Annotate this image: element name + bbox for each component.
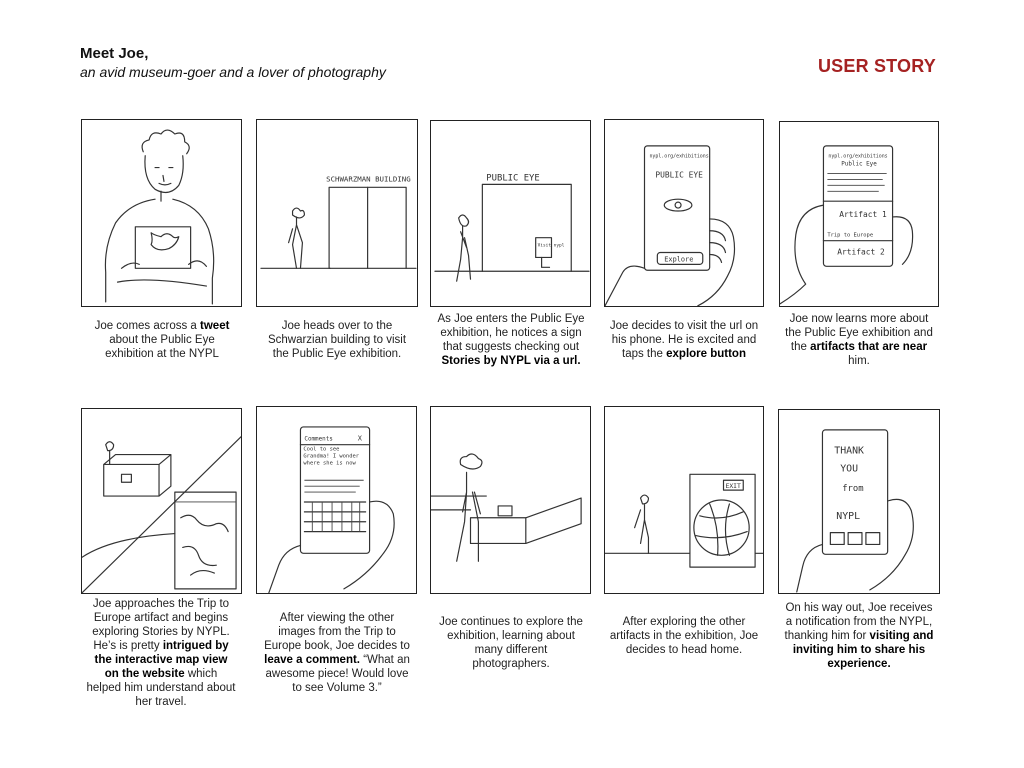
panel-8-exploring xyxy=(430,406,591,594)
thanks-line-4: NYPL xyxy=(836,510,861,522)
panel-4-phone xyxy=(604,119,764,307)
user-story-label: USER STORY xyxy=(817,56,936,76)
artifact-1-label: Artifact 1 xyxy=(839,209,887,219)
exit-sign: EXIT xyxy=(725,482,741,491)
twitter-icon xyxy=(830,533,844,545)
panel-1-tweet xyxy=(81,119,242,307)
thank-you-phone-sketch xyxy=(779,410,939,593)
caption-5: Joe now learns more about the Public Eye exhibition and the artifacts that are near him. xyxy=(785,313,933,367)
panel-9-exit xyxy=(604,406,764,594)
schwarzman-sign: SCHWARZMAN BUILDING xyxy=(326,174,411,184)
p5-url: nypl.org/exhibitions xyxy=(828,153,888,160)
public-eye-sketch xyxy=(431,121,590,306)
joe-sitting-sketch xyxy=(82,120,241,306)
visit-poster: Visit nypl xyxy=(537,243,565,249)
panel-5-artifacts xyxy=(779,121,939,307)
thanks-line-3: from xyxy=(842,484,864,495)
panel-2-walking xyxy=(256,119,418,307)
comments-header: Comments xyxy=(304,436,333,443)
title-block xyxy=(80,44,386,82)
panel-7-comment xyxy=(256,406,417,594)
caption-10: On his way out, Joe receives a notification from the NYPL, thanking him for visiting and inviting him to share his experience. xyxy=(784,602,934,670)
comment-phone-sketch xyxy=(257,407,416,593)
instagram-icon xyxy=(848,533,862,545)
panel-3-sign xyxy=(430,120,591,307)
caption-2: Joe heads over to the Schwarzian building to visit the Public Eye exhibition. xyxy=(267,320,407,360)
caption-8: Joe continues to explore the exhibition, learning about many different photographers. xyxy=(439,616,583,670)
panel-6-map xyxy=(81,408,242,594)
phone-explore-sketch xyxy=(605,120,763,306)
url-text: nypl.org/exhibitions xyxy=(649,153,709,160)
phone-title: PUBLIC EYE xyxy=(655,170,703,180)
artifact-1-sub: Trip to Europe xyxy=(827,232,874,239)
thanks-line-1: THANK xyxy=(834,445,864,457)
phone-artifacts-sketch xyxy=(780,122,938,306)
explore-label: Explore xyxy=(664,255,694,264)
page-subtitle: an avid museum-goer and a lover of photography xyxy=(80,64,386,80)
public-eye-sign: PUBLIC EYE xyxy=(486,173,540,184)
thanks-line-2: YOU xyxy=(840,463,859,475)
p5-title: Public Eye xyxy=(841,161,877,168)
map-view-sketch xyxy=(82,409,241,593)
caption-6: Joe approaches the Trip to Europe artifact and begins exploring Stories by NYPL. He’s is pretty intrigued by the interactive map view on the website which helped him understand about her travel. xyxy=(86,598,236,708)
caption-1: Joe comes across a tweet about the Public Eye exhibition at the NYPL xyxy=(94,320,230,360)
caption-3: As Joe enters the Public Eye exhibition, he notices a sign that suggests checking out Stories by NYPL via a url. xyxy=(437,313,585,367)
schwarzman-building-sketch xyxy=(257,120,417,306)
close-x: X xyxy=(357,434,362,443)
exit-door-sketch xyxy=(605,407,763,593)
facebook-icon xyxy=(866,533,880,545)
caption-4: Joe decides to visit the url on his phone. He is excited and taps the explore button xyxy=(609,320,759,360)
comment-text: Cool to see Grandma! I wonder where she is now xyxy=(303,446,360,467)
exhibition-sketch xyxy=(431,407,590,593)
caption-9: After exploring the other artifacts in the exhibition, Joe decides to head home. xyxy=(609,616,759,656)
artifact-2-label: Artifact 2 xyxy=(837,247,885,257)
page-title: Meet Joe, xyxy=(80,45,149,62)
panel-10-thanks xyxy=(778,409,940,594)
caption-7: After viewing the other images from the Trip to Europe book, Joe decides to leave a comment. “What an awesome piece! Would love to see Volume 3.” xyxy=(264,612,410,694)
